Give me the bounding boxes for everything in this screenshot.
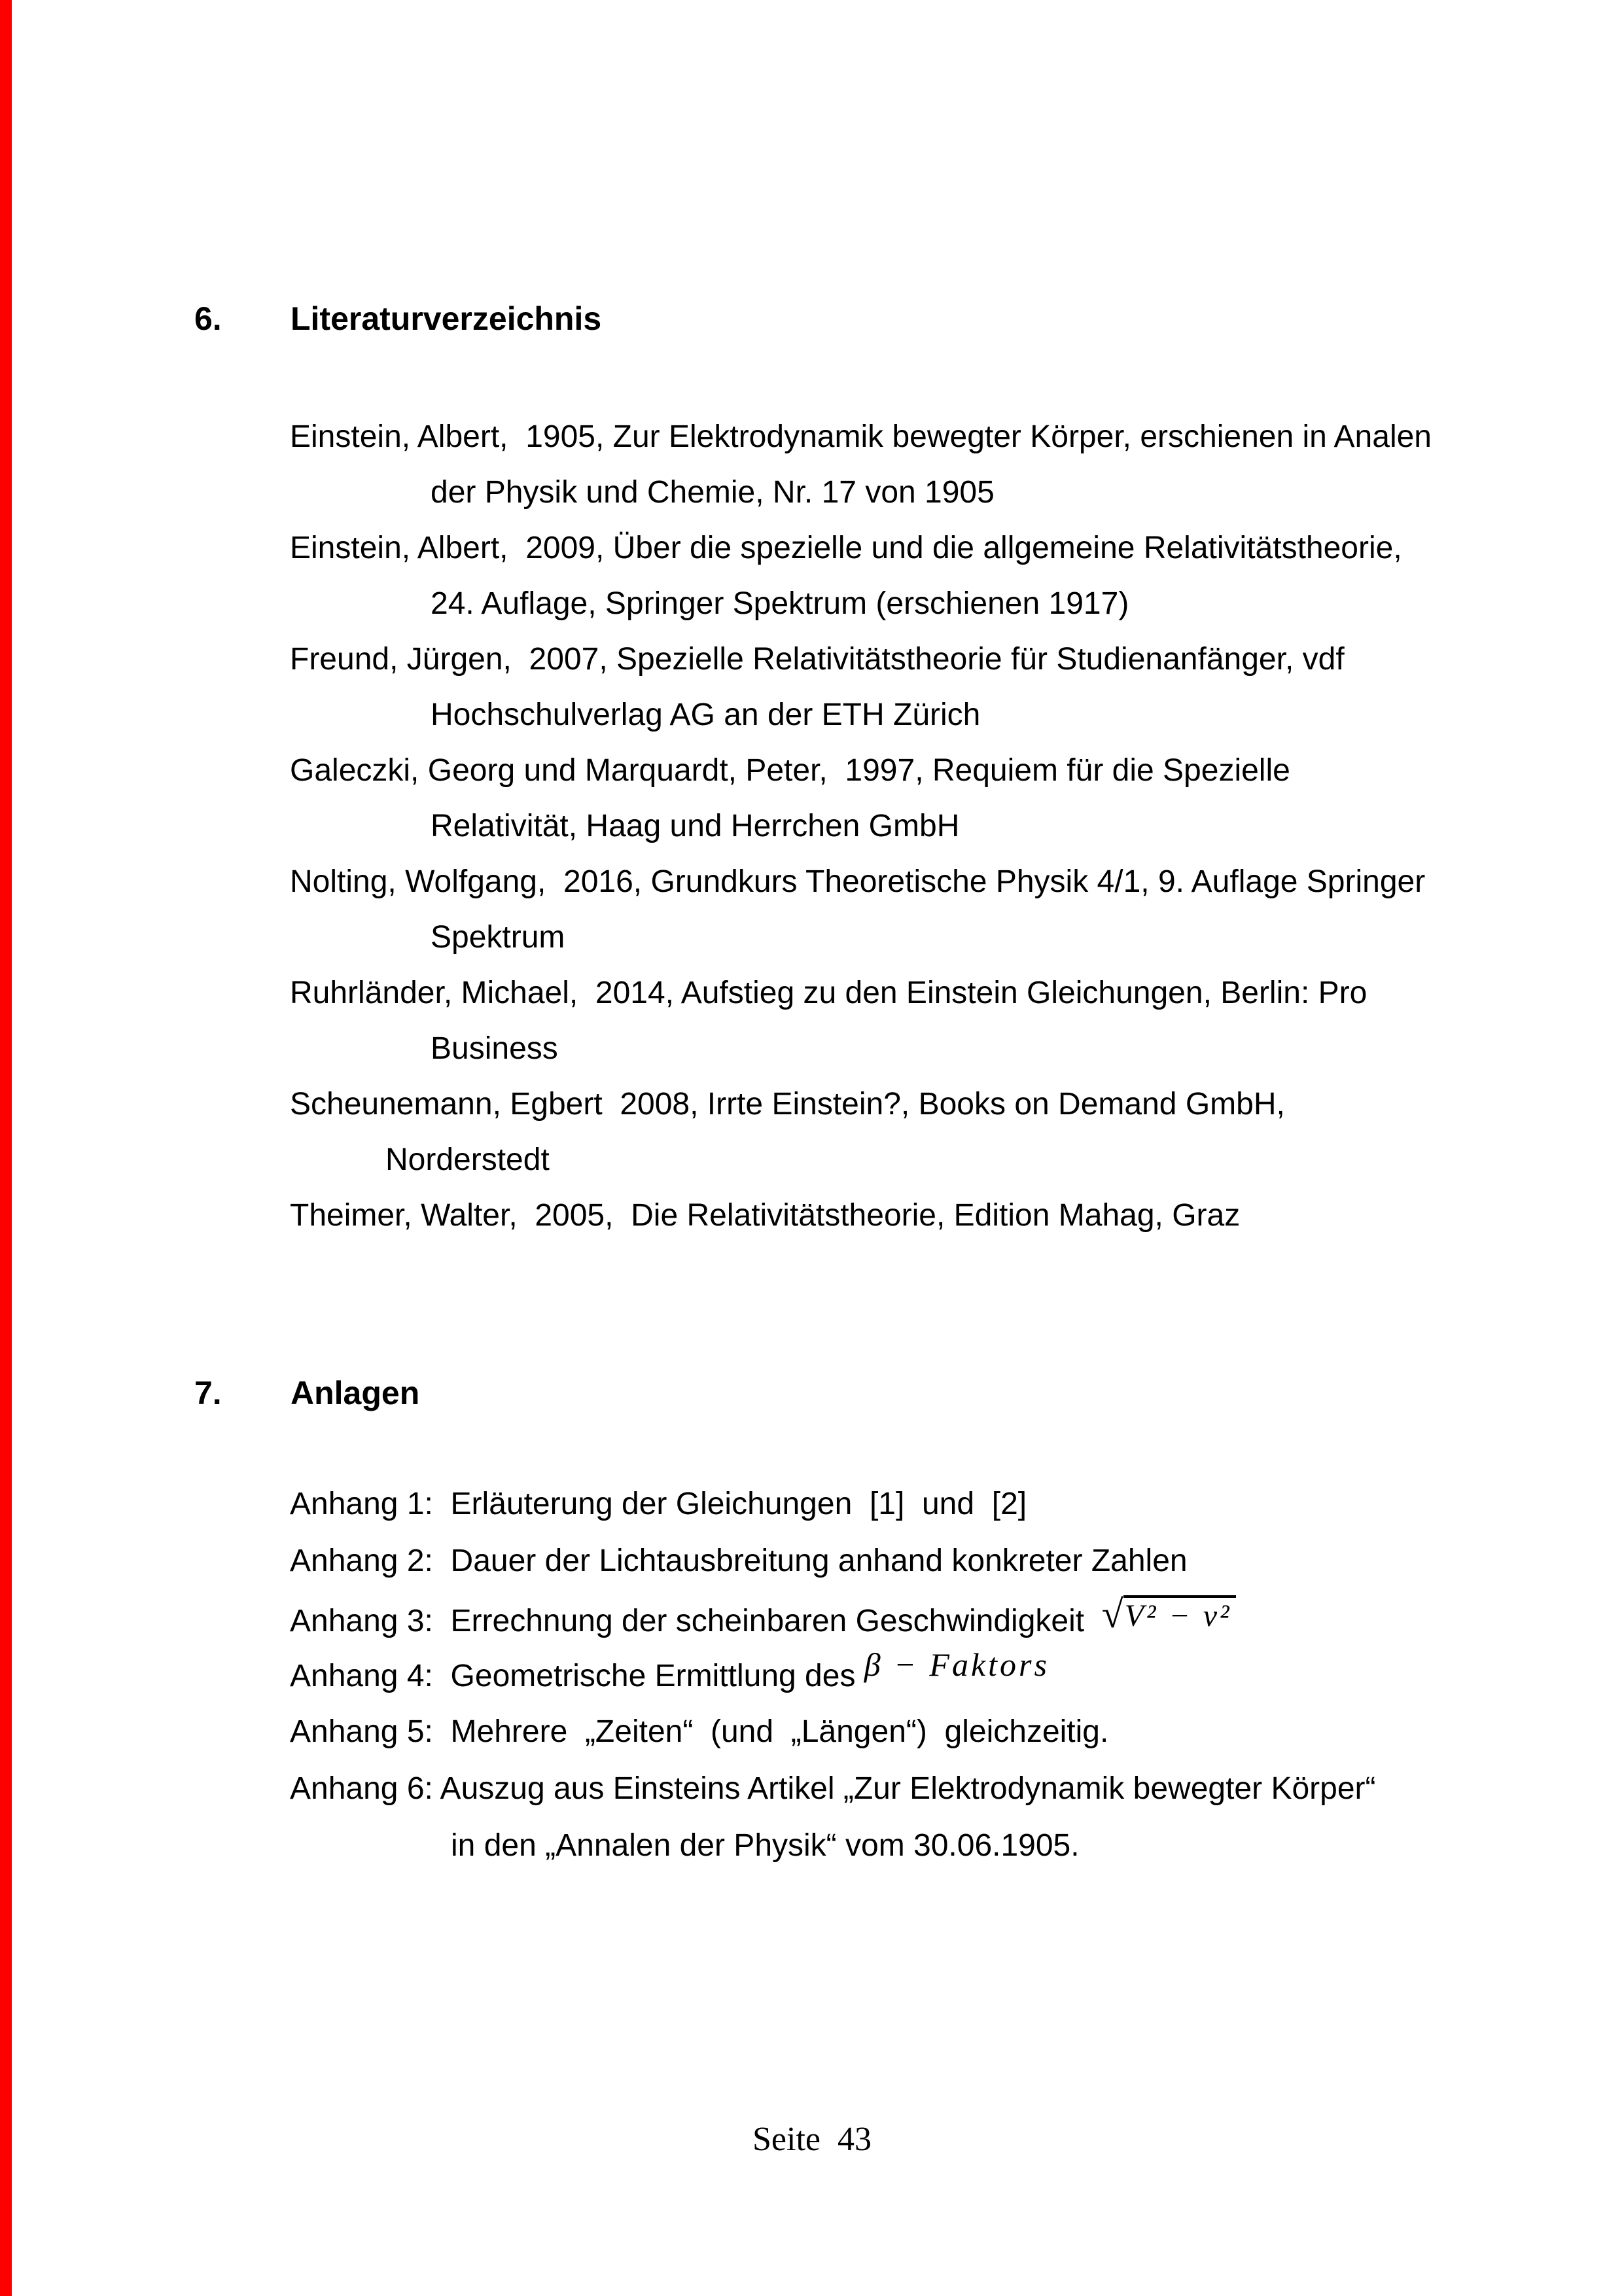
page-number: Seite 43 <box>752 2121 872 2158</box>
anhang-2: Anhang 2: Dauer der Lichtausbreitung anhand konkreter Zahlen <box>290 1544 1188 1578</box>
bib-line-galeczki: Galeczki, Georg und Marquardt, Peter, 1997, Requiem für die Spezielle <box>290 753 1290 788</box>
anhang-1: Anhang 1: Erläuterung der Gleichungen [1] und [2] <box>290 1487 1027 1521</box>
bib-line-ruhrlaender: Ruhrländer, Michael, 2014, Aufstieg zu den Einstein Gleichungen, Berlin: Pro <box>290 976 1368 1010</box>
anhang-6: Anhang 6: Auszug aus Einsteins Artikel „Zur Elektrodynamik bewegter Körper“ <box>290 1771 1376 1806</box>
bib-line-theimer: Theimer, Walter, 2005, Die Relativitätstheorie, Edition Mahag, Graz <box>290 1198 1241 1233</box>
bib-line-scheunemann: Scheunemann, Egbert 2008, Irrte Einstein?, Books on Demand GmbH, <box>290 1087 1285 1122</box>
radicand: V² − v² <box>1123 1595 1236 1634</box>
bib-line-ruhrlaender-cont: Business <box>431 1031 558 1066</box>
anhang-3-text: Anhang 3: Errechnung der scheinbaren Geschwindigkeit <box>290 1604 1102 1638</box>
bib-line-einstein-2009-cont: 24. Auflage, Springer Spektrum (erschienen 1917) <box>431 586 1129 621</box>
bib-line-einstein-1905: Einstein, Albert, 1905, Zur Elektrodynamik bewegter Körper, erschienen in Analen <box>290 419 1432 454</box>
bib-line-einstein-1905-cont: der Physik und Chemie, Nr. 17 von 1905 <box>431 475 995 510</box>
bib-line-scheunemann-cont: Norderstedt <box>385 1142 550 1177</box>
bib-line-nolting-cont: Spektrum <box>431 920 565 955</box>
section-6-title: Literaturverzeichnis <box>291 300 602 337</box>
bib-line-nolting: Nolting, Wolfgang, 2016, Grundkurs Theoretische Physik 4/1, 9. Auflage Springer <box>290 864 1426 899</box>
beta-faktor-formula: β − Faktors <box>864 1646 1050 1683</box>
anhang-5: Anhang 5: Mehrere „Zeiten“ (und „Längen“) gleichzeitig. <box>290 1714 1109 1749</box>
anhang-3 <box>290 1593 1236 1640</box>
anhang-6-cont: in den „Annalen der Physik“ vom 30.06.1905. <box>451 1828 1080 1863</box>
bib-line-einstein-2009: Einstein, Albert, 2009, Über die spezielle und die allgemeine Relativitätstheorie, <box>290 531 1402 565</box>
bib-line-freund-cont: Hochschulverlag AG an der ETH Zürich <box>431 698 981 732</box>
radical-sign: √ <box>1101 1593 1123 1636</box>
section-7-title: Anlagen <box>291 1375 420 1411</box>
left-margin-bar <box>0 0 12 2296</box>
sqrt-formula <box>1102 1595 1236 1634</box>
anhang-4 <box>290 1646 1050 1695</box>
bib-line-galeczki-cont: Relativität, Haag und Herrchen GmbH <box>431 809 960 843</box>
bib-line-freund: Freund, Jürgen, 2007, Spezielle Relativitätstheorie für Studienanfänger, vdf <box>290 642 1345 677</box>
anhang-4-text: Anhang 4: Geometrische Ermittlung des <box>290 1659 864 1693</box>
section-6-number: 6. <box>194 300 222 337</box>
section-7-number: 7. <box>194 1375 222 1411</box>
